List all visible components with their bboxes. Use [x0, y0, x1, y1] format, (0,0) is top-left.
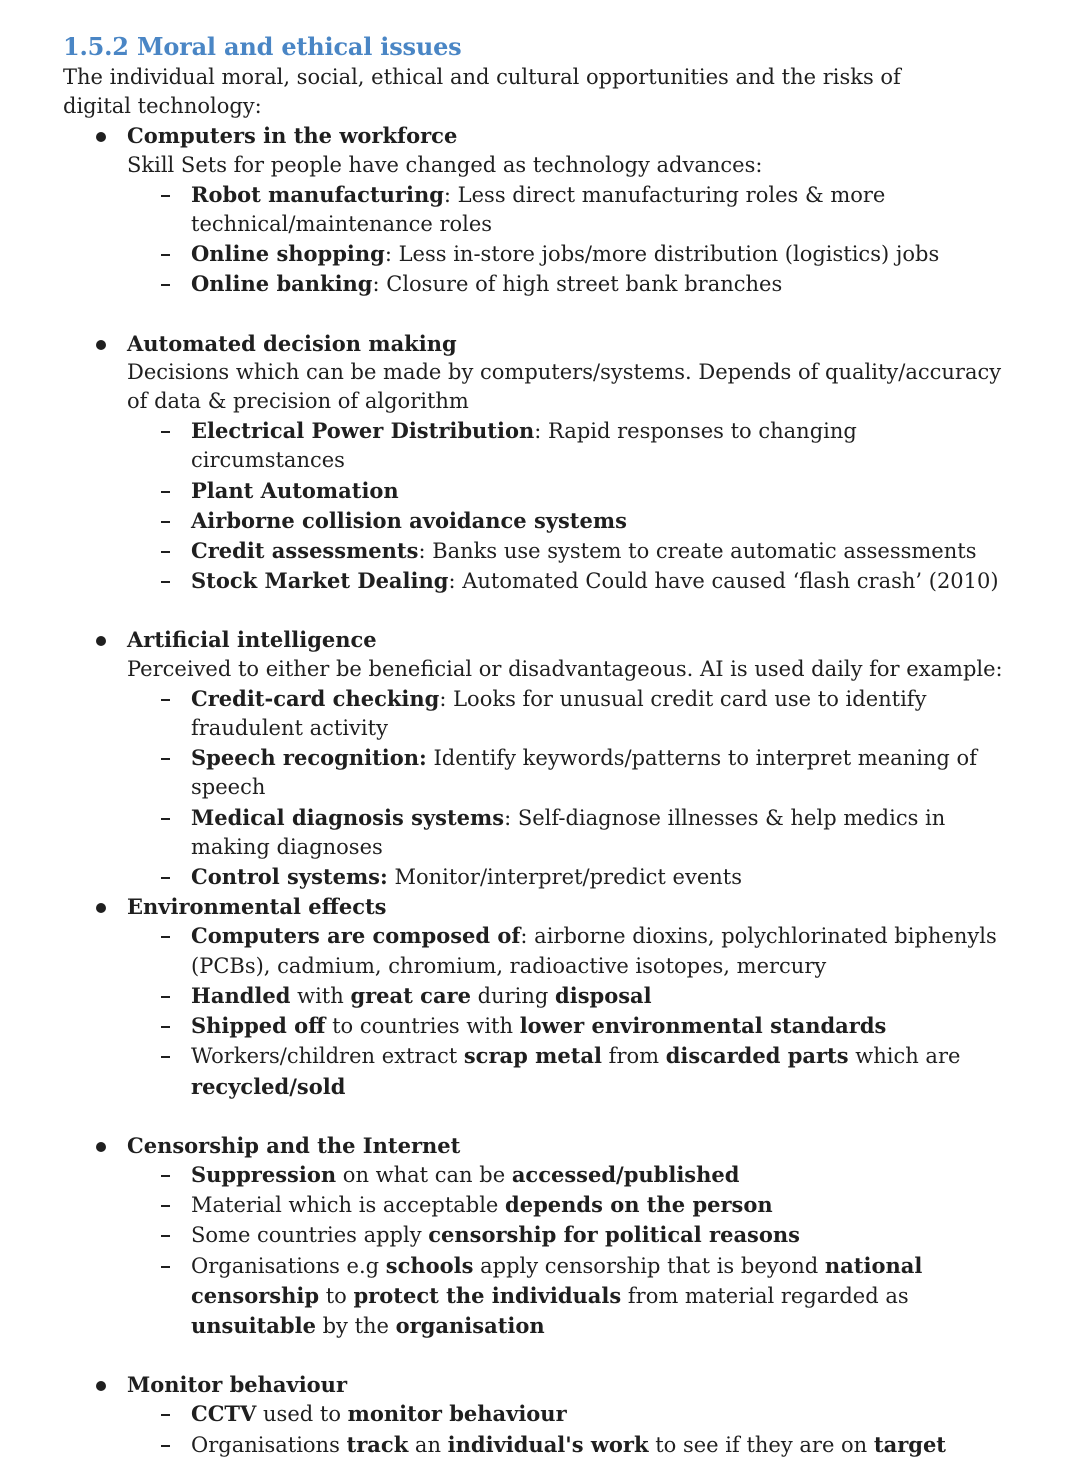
- emphasis-text: censorship for political reasons: [428, 1222, 800, 1248]
- sub-point: [127, 803, 1013, 862]
- topic-description: Perceived to either be beneficial or disadvantageous. AI is used daily for example:: [127, 656, 1003, 681]
- sub-point-list: [127, 1160, 1013, 1341]
- topic-section: [63, 892, 1013, 1101]
- dash-bullet-icon: [161, 699, 170, 701]
- emphasis-text: Shipped off: [191, 1013, 326, 1039]
- body-text: : Less in-store jobs/more distribution (logistics) jobs: [384, 242, 940, 267]
- sub-point-list: [127, 921, 1013, 1101]
- body-text: : Banks use system to create automatic assessments: [418, 539, 977, 564]
- body-text: with: [290, 983, 351, 1008]
- bullet-dot-icon: [96, 340, 106, 350]
- emphasis-text: Computers are composed of: [191, 923, 521, 949]
- sub-point-list: [127, 684, 1013, 892]
- sub-point: [127, 981, 1013, 1011]
- dash-bullet-icon: [161, 254, 170, 256]
- emphasis-text: great care: [350, 982, 471, 1008]
- emphasis-text: individual's work: [447, 1431, 649, 1457]
- emphasis-text: Online shopping: [191, 241, 385, 267]
- dash-bullet-icon: [161, 551, 170, 553]
- emphasis-text: unsuitable: [191, 1312, 316, 1338]
- body-text: Organisations: [191, 1432, 347, 1457]
- sub-point: [127, 1430, 1013, 1460]
- topic-description: Skill Sets for people have changed as technology advances:: [127, 152, 763, 177]
- sub-point: [127, 476, 1013, 506]
- emphasis-text: Suppression: [191, 1161, 337, 1187]
- emphasis-text: target: [873, 1431, 947, 1457]
- emphasis-text: Credit assessments: [191, 538, 419, 564]
- body-text: Material which is acceptable: [191, 1193, 506, 1218]
- topic-section: [63, 1370, 1013, 1460]
- emphasis-text: Control systems:: [191, 864, 388, 890]
- body-text: during: [470, 983, 556, 1008]
- body-text: Identify keywords/patterns to interpret meaning of speech: [191, 746, 977, 800]
- dash-bullet-icon: [161, 284, 170, 286]
- emphasis-text: accessed/published: [511, 1161, 740, 1187]
- dash-bullet-icon: [161, 1445, 170, 1447]
- emphasis-text: discarded parts: [665, 1043, 849, 1069]
- body-text: from material regarded as: [621, 1283, 909, 1308]
- emphasis-text: Plant Automation: [191, 477, 399, 503]
- topic-heading: Computers in the workforce: [127, 123, 458, 149]
- sub-point: [127, 180, 1013, 239]
- emphasis-text: lower environmental standards: [519, 1013, 887, 1039]
- sub-point-list: [127, 1399, 1013, 1459]
- body-text: on what can be: [336, 1162, 512, 1187]
- sub-point: [127, 743, 1013, 802]
- sub-point: [127, 416, 1013, 475]
- bullet-dot-icon: [96, 1381, 106, 1391]
- sub-point: [127, 921, 1013, 980]
- body-text: Organisations e.g: [191, 1253, 386, 1278]
- topic-section: [63, 329, 1013, 597]
- body-text: to see if they are on: [648, 1432, 874, 1457]
- dash-bullet-icon: [161, 758, 170, 760]
- body-text: which are: [848, 1044, 961, 1069]
- dash-bullet-icon: [161, 581, 170, 583]
- emphasis-text: protect the individuals: [353, 1282, 622, 1308]
- sub-point-list: [127, 416, 1013, 596]
- body-text: : Looks for unusual credit card use to identify fraudulent activity: [191, 686, 927, 741]
- sub-point: [127, 506, 1013, 536]
- topic-description: Decisions which can be made by computers/systems. Depends of quality/accuracy of data & precision of algorithm: [127, 359, 1002, 414]
- sub-point: [127, 1399, 1013, 1429]
- document-page: [63, 30, 1013, 1460]
- body-text: Monitor/interpret/predict events: [387, 865, 742, 890]
- body-text: used to: [256, 1402, 348, 1427]
- sub-point: [127, 269, 1013, 299]
- topic-heading: Automated decision making: [127, 330, 457, 356]
- dash-bullet-icon: [161, 431, 170, 433]
- body-text: : Automated Could have caused ‘flash crash’ (2010): [448, 569, 999, 594]
- sub-point: [127, 1220, 1013, 1250]
- sub-point: [127, 1160, 1013, 1190]
- emphasis-text: monitor behaviour: [347, 1401, 567, 1427]
- dash-bullet-icon: [161, 818, 170, 820]
- body-text: : Less direct manufacturing roles & more technical/maintenance roles: [191, 182, 886, 237]
- dash-bullet-icon: [161, 1205, 170, 1207]
- bullet-dot-icon: [96, 636, 106, 646]
- topic-heading: Artificial intelligence: [127, 627, 377, 653]
- dash-bullet-icon: [161, 195, 170, 197]
- emphasis-text: recycled/sold: [191, 1073, 346, 1099]
- dash-bullet-icon: [161, 1414, 170, 1416]
- topic-heading: Censorship and the Internet: [127, 1132, 461, 1158]
- body-text: : Self-diagnose illnesses & help medics in making diagnoses: [191, 805, 946, 859]
- emphasis-text: Handled: [191, 982, 291, 1008]
- body-text: : Closure of high street bank branches: [372, 272, 783, 297]
- bullet-dot-icon: [96, 903, 106, 913]
- sub-point: [127, 1011, 1013, 1041]
- dash-bullet-icon: [161, 521, 170, 523]
- intro-paragraph: The individual moral, social, ethical and cultural opportunities and the risks of digital technology:: [63, 65, 901, 119]
- emphasis-text: depends on the person: [505, 1192, 773, 1218]
- topic-section: [63, 625, 1013, 892]
- body-text: an: [408, 1432, 448, 1457]
- dash-bullet-icon: [161, 491, 170, 493]
- emphasis-text: Speech recognition:: [191, 745, 427, 771]
- body-text: Workers/children extract: [191, 1044, 464, 1069]
- emphasis-text: Airborne collision avoidance systems: [191, 507, 627, 533]
- emphasis-text: organisation: [395, 1312, 545, 1338]
- body-text: by the: [315, 1313, 396, 1338]
- body-text: Some countries apply: [191, 1223, 429, 1248]
- sub-point: [127, 684, 1013, 743]
- body-text: apply censorship that is beyond: [473, 1253, 825, 1278]
- body-text: to countries with: [325, 1014, 520, 1039]
- emphasis-text: Electrical Power Distribution: [191, 418, 535, 444]
- emphasis-text: Credit-card checking: [191, 685, 440, 711]
- sub-point: [127, 239, 1013, 269]
- dash-bullet-icon: [161, 1266, 170, 1268]
- emphasis-text: schools: [385, 1252, 474, 1278]
- sub-point: [127, 862, 1013, 892]
- emphasis-text: Stock Market Dealing: [191, 568, 449, 594]
- dash-bullet-icon: [161, 936, 170, 938]
- sub-point: [127, 1251, 1013, 1342]
- section-title: 1.5.2 Moral and ethical issues: [63, 32, 462, 61]
- body-text: to: [319, 1283, 354, 1308]
- topic-section: [63, 121, 1013, 299]
- bullet-dot-icon: [96, 132, 106, 142]
- dash-bullet-icon: [161, 1175, 170, 1177]
- topic-heading: Environmental effects: [127, 894, 387, 920]
- emphasis-text: national censorship: [191, 1252, 923, 1308]
- sub-point-list: [127, 180, 1013, 300]
- dash-bullet-icon: [161, 1026, 170, 1028]
- sub-point: [127, 1041, 1013, 1101]
- body-text: from: [602, 1044, 666, 1069]
- emphasis-text: disposal: [555, 982, 652, 1008]
- emphasis-text: Online banking: [191, 271, 373, 297]
- bullet-dot-icon: [96, 1142, 106, 1152]
- sub-point: [127, 1190, 1013, 1220]
- emphasis-text: Medical diagnosis systems: [191, 804, 505, 830]
- body-text: : airborne dioxins, polychlorinated biphenyls (PCBs), cadmium, chromium, radioactive isotopes, mercury: [191, 924, 997, 978]
- topic-heading: Monitor behaviour: [127, 1372, 348, 1398]
- topic-list: [63, 121, 1013, 1459]
- dash-bullet-icon: [161, 1056, 170, 1058]
- dash-bullet-icon: [161, 996, 170, 998]
- emphasis-text: scrap metal: [463, 1043, 602, 1069]
- emphasis-text: track: [346, 1431, 409, 1457]
- dash-bullet-icon: [161, 877, 170, 879]
- dash-bullet-icon: [161, 1235, 170, 1237]
- emphasis-text: CCTV: [191, 1401, 257, 1427]
- sub-point: [127, 566, 1013, 596]
- topic-section: [63, 1131, 1013, 1341]
- emphasis-text: Robot manufacturing: [191, 181, 444, 207]
- body-text: : Rapid responses to changing circumstances: [191, 419, 857, 473]
- sub-point: [127, 536, 1013, 566]
